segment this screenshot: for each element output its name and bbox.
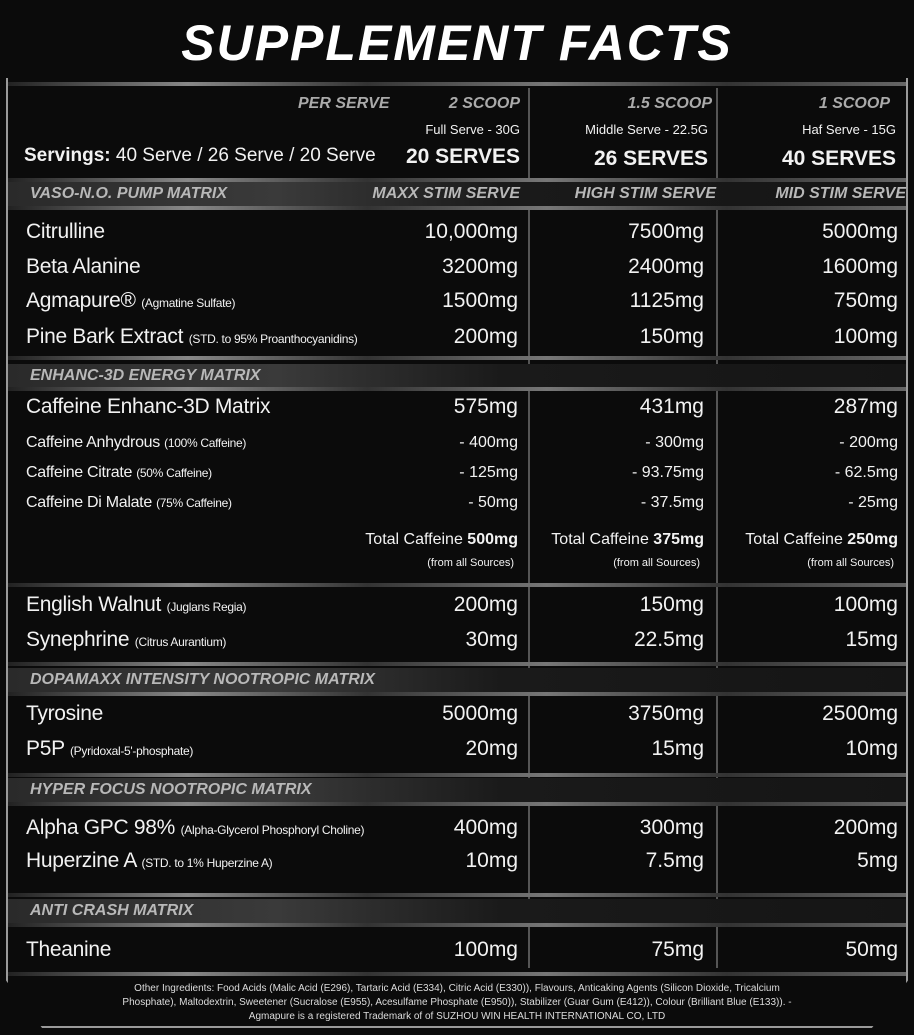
amount-value: 10mg	[845, 737, 898, 760]
amount-value: 200mg	[453, 593, 518, 616]
name-note: (Pyridoxal-5'-phosphate)	[69, 744, 194, 758]
divider	[8, 662, 906, 666]
amount-value: 1600mg	[822, 255, 898, 278]
name-text: Caffeine Enhanc-3D Matrix	[26, 395, 271, 418]
name-text: Alpha GPC 98%	[26, 816, 176, 839]
total-note: (from all Sources)	[427, 557, 514, 569]
nutrient-name	[26, 702, 103, 726]
total-value: 250mg	[847, 531, 898, 548]
section-header	[8, 778, 906, 802]
total-value: 375mg	[653, 531, 704, 548]
serves-count: 20 SERVES	[405, 145, 520, 168]
serves-count: 26 SERVES	[593, 147, 708, 170]
name-note: (Juglans Regia)	[166, 600, 247, 614]
total-caffeine	[308, 531, 518, 549]
section-header	[8, 182, 906, 206]
name-text: Caffeine Citrate	[26, 464, 133, 481]
section-title: VASO-N.O. PUMP MATRIX	[30, 185, 228, 202]
divider	[8, 387, 906, 391]
amount-value: 575mg	[453, 395, 518, 418]
nutrient-row	[0, 325, 914, 355]
name-text: Theanine	[26, 938, 112, 961]
section-title: ENHANC-3D ENERGY MATRIX	[30, 367, 261, 384]
column-title: MAXX STIM SERVE	[372, 185, 520, 202]
nutrient-row	[0, 938, 914, 968]
name-text: P5P	[26, 737, 65, 760]
amount-value: 5000mg	[822, 220, 898, 243]
nutrient-row	[0, 464, 914, 494]
amount-value: 287mg	[833, 395, 898, 418]
section-header	[8, 364, 906, 388]
column-title: MID STIM SERVE	[775, 185, 906, 202]
amount-value: 5mg	[857, 849, 898, 872]
divider	[8, 356, 906, 360]
nutrient-row	[0, 494, 914, 524]
name-text: Agmapure®	[26, 289, 136, 312]
name-text: Citrulline	[26, 220, 105, 243]
section-header	[8, 668, 906, 692]
name-text: Beta Alanine	[26, 255, 141, 278]
amount-value: 150mg	[639, 325, 704, 348]
amount-value: 3750mg	[628, 702, 704, 725]
nutrient-row	[0, 434, 914, 464]
amount-value: 200mg	[833, 816, 898, 839]
section-title: HYPER FOCUS NOOTROPIC MATRIX	[30, 781, 312, 798]
total-caffeine	[688, 531, 898, 549]
amount-value: - 200mg	[839, 434, 898, 451]
serve-size: Full Serve - 30G	[425, 122, 520, 137]
nutrient-row	[0, 816, 914, 846]
amount-value: 100mg	[833, 325, 898, 348]
amount-value: 75mg	[651, 938, 704, 961]
nutrient-name	[26, 464, 212, 482]
amount-value: 20mg	[465, 737, 518, 760]
amount-value: 200mg	[453, 325, 518, 348]
amount-value: 10,000mg	[424, 220, 518, 243]
nutrient-name	[26, 593, 246, 617]
serve-size: Haf Serve - 15G	[802, 122, 896, 137]
section-title: ANTI CRASH MATRIX	[30, 902, 194, 919]
name-text: Tyrosine	[26, 702, 103, 725]
amount-value: - 93.75mg	[631, 464, 704, 481]
name-text: Caffeine Anhydrous	[26, 434, 160, 451]
section-title: DOPAMAXX INTENSITY NOOTROPIC MATRIX	[30, 671, 375, 688]
divider	[8, 773, 906, 777]
nutrient-row	[0, 593, 914, 623]
amount-value: 15mg	[651, 737, 704, 760]
nutrient-name	[26, 434, 246, 452]
nutrient-row	[0, 737, 914, 767]
total-note: (from all Sources)	[807, 557, 894, 569]
amount-value: 750mg	[833, 289, 898, 312]
column-title: HIGH STIM SERVE	[574, 185, 716, 202]
name-text: Caffeine Di Malate	[26, 494, 152, 511]
name-note: (Citrus Aurantium)	[134, 635, 227, 649]
nutrient-row	[0, 702, 914, 732]
nutrient-name	[26, 494, 232, 512]
amount-value: 30mg	[465, 628, 518, 651]
serve-size: Middle Serve - 22.5G	[585, 122, 708, 137]
amount-value: - 300mg	[645, 434, 704, 451]
servings-value: 40 Serve / 26 Serve / 20 Serve	[115, 145, 376, 166]
amount-value: - 125mg	[459, 464, 518, 481]
page-title: SUPPLEMENT FACTS	[181, 15, 733, 71]
amount-value: 1125mg	[629, 289, 704, 312]
nutrient-name	[26, 220, 105, 244]
divider	[8, 583, 906, 587]
total-label: Total Caffeine	[551, 531, 649, 548]
divider	[8, 893, 906, 897]
other-ingredients: Other Ingredients: Food Acids (Malic Acid (E296), Tartaric Acid (E334), Citric Acid (E330)), Flavours, Anticaking Agents (Silicon Dioxide, Tricalcium Phosphate), Maltodextrin, Sweetener (Sucralose (E955), Acesulfame Phosphate (E950)), Stabilizer (Guar Gum (E412)), Colour (Brilliant Blue (E133)). - Agmapure is a registered Trademark of of SUZHOU WIN HEALTH INTERNATIONAL CO, LTD	[122, 983, 792, 1022]
scoop-label: 1 SCOOP	[818, 95, 890, 112]
name-text: English Walnut	[26, 593, 162, 616]
nutrient-name	[26, 628, 226, 652]
per-serve-label: PER SERVE	[298, 95, 390, 112]
total-note: (from all Sources)	[613, 557, 700, 569]
nutrient-row	[0, 255, 914, 285]
nutrient-name	[26, 255, 140, 279]
amount-value: - 62.5mg	[834, 464, 898, 481]
name-text: Synephrine	[26, 628, 130, 651]
amount-value: 431mg	[639, 395, 704, 418]
total-label: Total Caffeine	[745, 531, 843, 548]
name-text: Pine Bark Extract	[26, 325, 184, 348]
nutrient-row	[0, 220, 914, 250]
amount-value: - 400mg	[459, 434, 518, 451]
name-note: (75% Caffeine)	[156, 496, 232, 510]
nutrient-row	[0, 289, 914, 319]
nutrient-name	[26, 816, 364, 840]
nutrient-row	[0, 628, 914, 658]
amount-value: 15mg	[845, 628, 898, 651]
nutrient-name	[26, 289, 235, 313]
name-note: (STD. to 95% Proanthocyanidins)	[188, 332, 358, 346]
name-text: Huperzine A	[26, 849, 136, 872]
nutrient-name	[26, 325, 357, 349]
amount-value: 300mg	[639, 816, 704, 839]
amount-value: 7500mg	[628, 220, 704, 243]
amount-value: 3200mg	[442, 255, 518, 278]
amount-value: 22.5mg	[633, 628, 704, 651]
servings-info	[24, 145, 376, 167]
nutrient-name	[26, 849, 272, 873]
amount-value: - 37.5mg	[640, 494, 704, 511]
amount-value: 2500mg	[822, 702, 898, 725]
amount-value: - 50mg	[468, 494, 518, 511]
amount-value: 10mg	[465, 849, 518, 872]
amount-value: 50mg	[845, 938, 898, 961]
nutrient-name	[26, 395, 270, 419]
total-caffeine	[494, 531, 704, 549]
nutrient-row	[0, 395, 914, 425]
section-header	[8, 899, 906, 923]
name-note: (STD. to 1% Huperzine A)	[141, 856, 273, 870]
amount-value: 1500mg	[442, 289, 518, 312]
name-note: (100% Caffeine)	[164, 436, 247, 450]
serves-count: 40 SERVES	[781, 147, 896, 170]
divider	[8, 923, 906, 927]
nutrient-row	[0, 849, 914, 879]
divider	[8, 692, 906, 696]
amount-value: 7.5mg	[645, 849, 704, 872]
amount-value: - 25mg	[848, 494, 898, 511]
divider	[8, 206, 906, 210]
divider	[8, 82, 906, 86]
divider	[8, 972, 906, 976]
amount-value: 2400mg	[628, 255, 704, 278]
total-value: 500mg	[467, 531, 518, 548]
amount-value: 400mg	[453, 816, 518, 839]
scoop-label: 1.5 SCOOP	[627, 95, 712, 112]
total-label: Total Caffeine	[365, 531, 463, 548]
nutrient-name	[26, 737, 193, 761]
amount-value: 5000mg	[442, 702, 518, 725]
amount-value: 150mg	[639, 593, 704, 616]
servings-label: Servings:	[24, 145, 111, 166]
nutrient-name	[26, 938, 111, 962]
amount-value: 100mg	[833, 593, 898, 616]
scoop-label: 2 SCOOP	[448, 95, 520, 112]
name-note: (50% Caffeine)	[136, 466, 212, 480]
amount-value: 100mg	[453, 938, 518, 961]
divider	[8, 802, 906, 806]
name-note: (Alpha-Glycerol Phosphoryl Choline)	[180, 823, 365, 837]
name-note: (Agmatine Sulfate)	[141, 296, 236, 310]
